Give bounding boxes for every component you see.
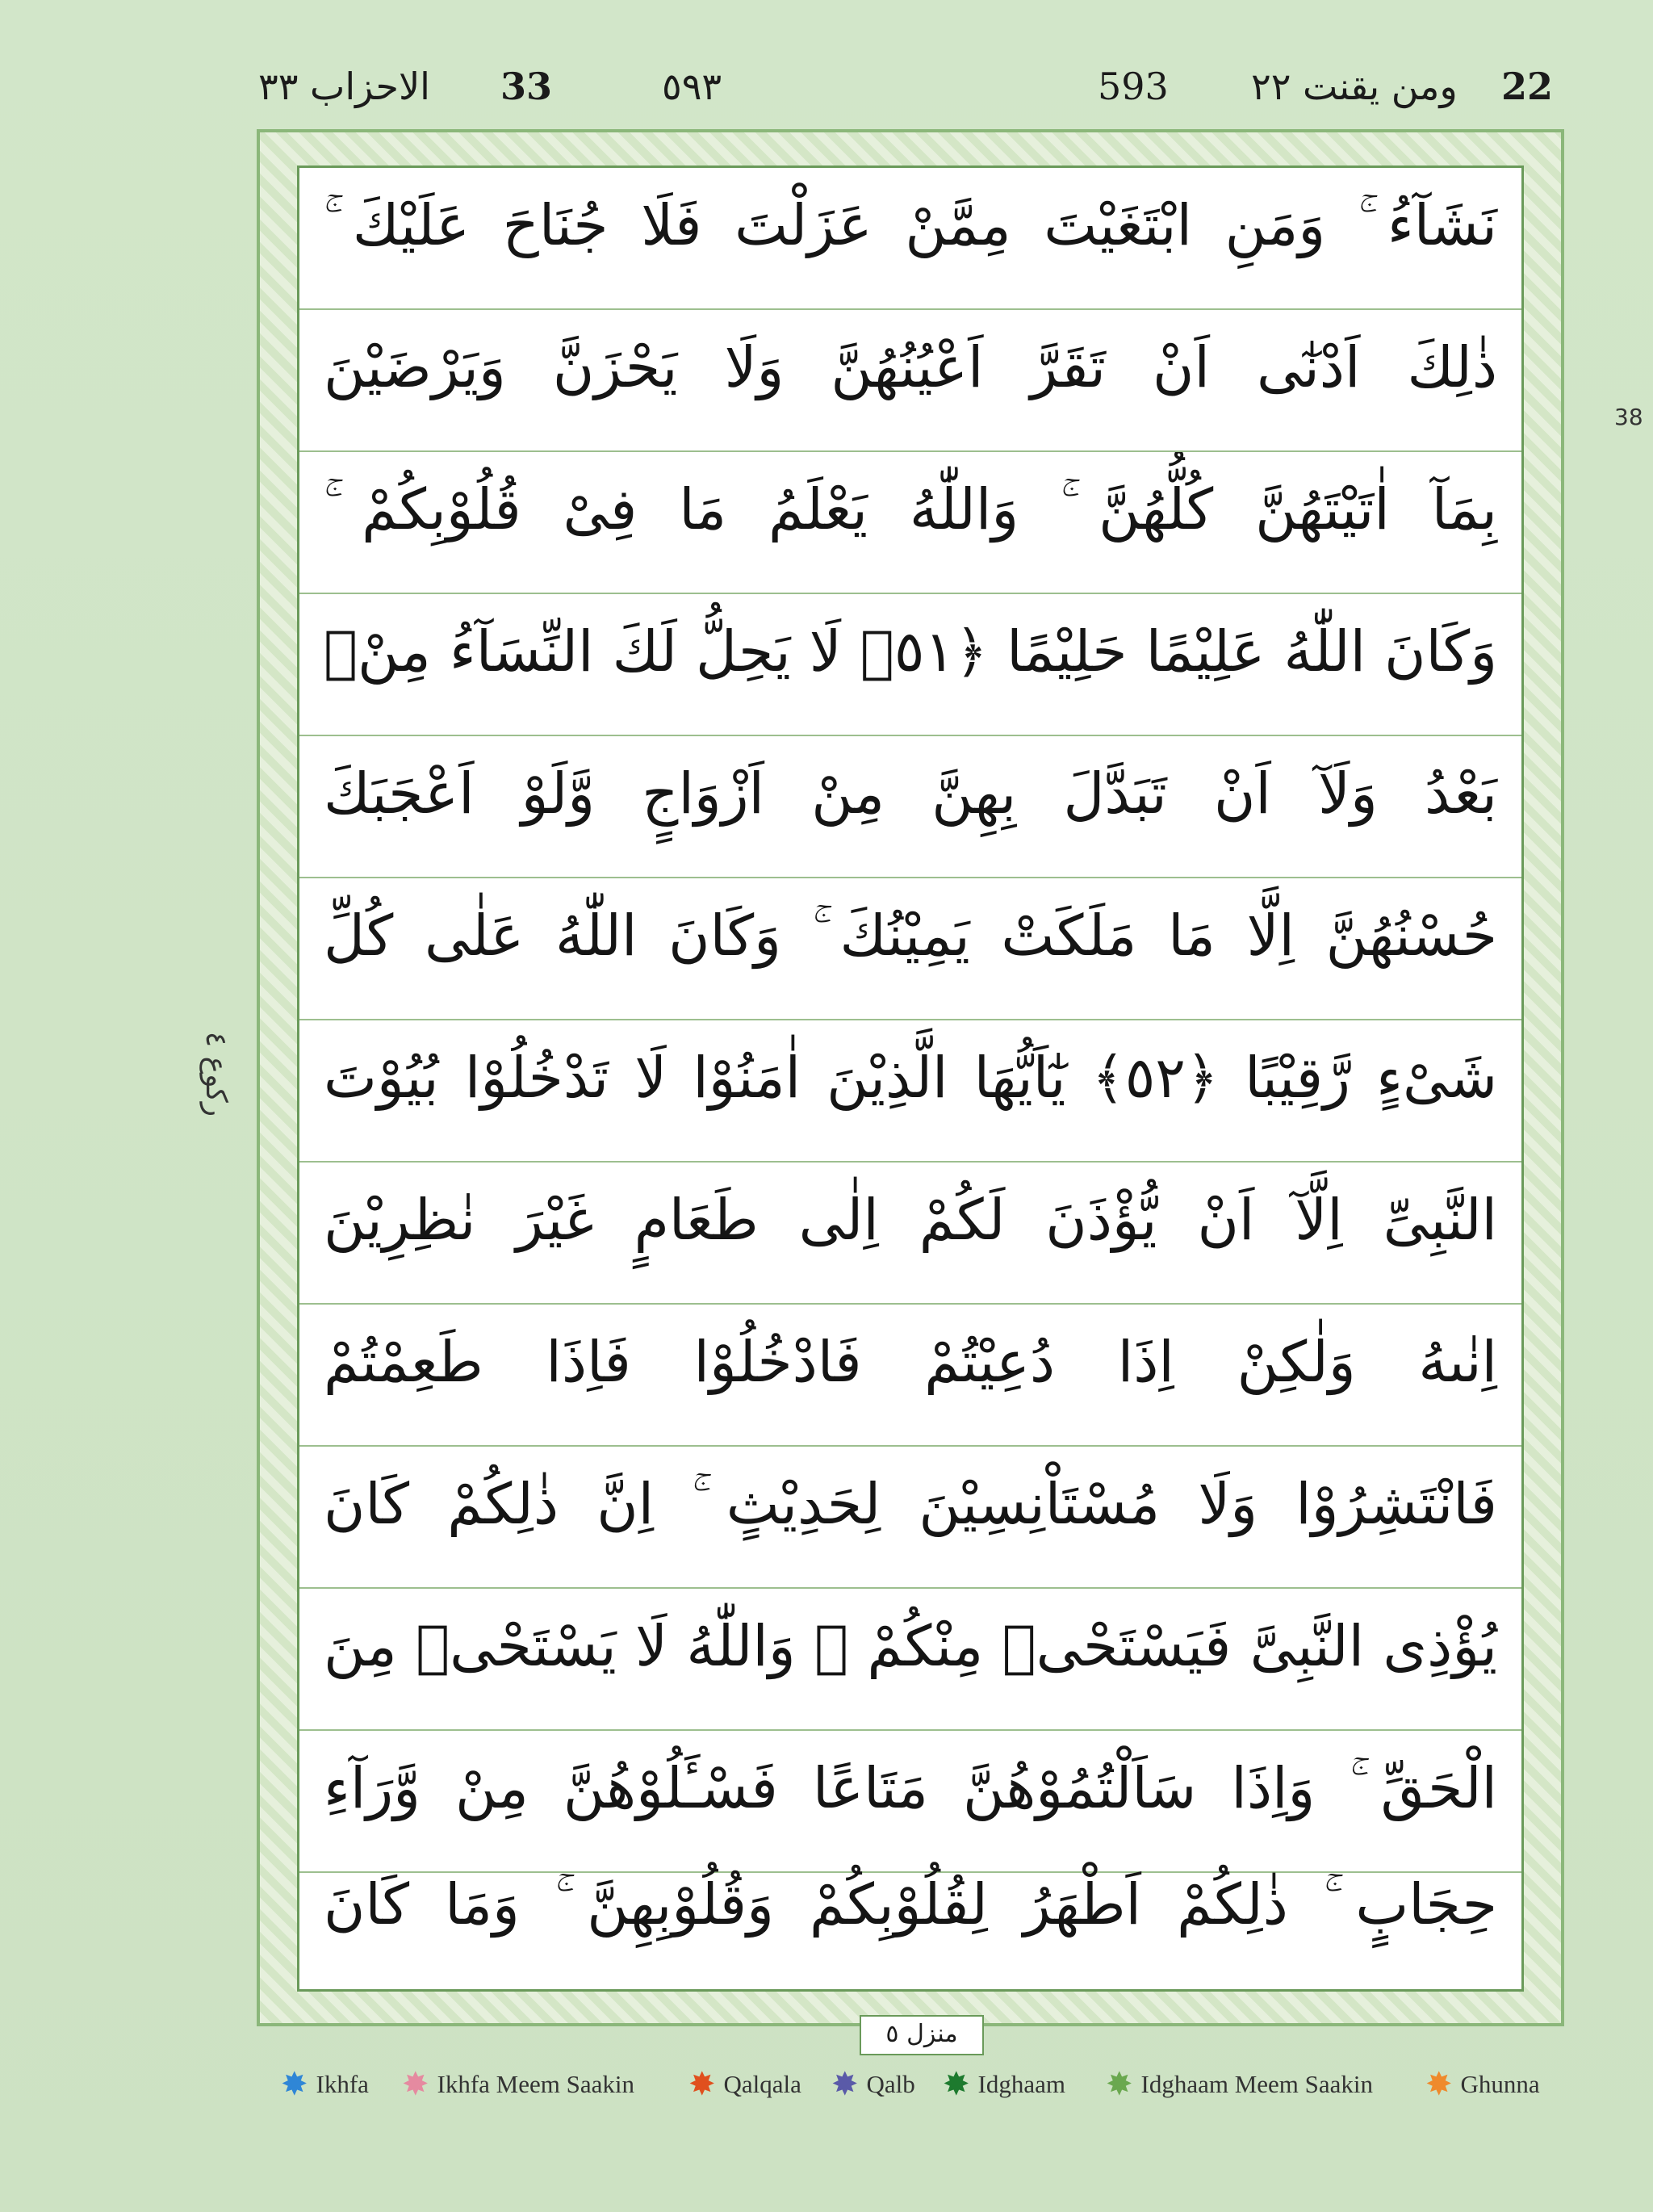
legend-item-idghaam <box>943 2068 1065 2101</box>
verse-line-11: يُؤْذِى النَّبِىَّ فَيَسْتَحْىٖ مِنْكُمْ ۚ وَاللّٰهُ لَا يَسْتَحْىٖ مِنَ <box>299 1589 1521 1731</box>
verse-line-1: نَشَآءُ ۚ وَمَنِ ابْتَغَيْتَ مِمَّنْ عَزَلْتَ فَلَا جُنَاحَ عَلَيْكَ ۚ <box>299 168 1521 310</box>
tajweed-legend <box>281 2068 1572 2109</box>
verse-line-2: ذٰلِكَ اَدْنٰٓى اَنْ تَقَرَّ اَعْيُنُهُنَّ وَلَا يَحْزَنَّ وَيَرْضَيْنَ <box>299 310 1521 452</box>
ruku-marker: ركوع ٤ <box>199 1031 233 1117</box>
star-icon: ✸ <box>943 2066 970 2102</box>
legend-label: Ikhfa <box>316 2070 369 2098</box>
legend-label: Qalb <box>866 2070 915 2098</box>
star-icon: ✸ <box>1106 2066 1133 2102</box>
verse-line-5: بَعْدُ وَلَآ اَنْ تَبَدَّلَ بِهِنَّ مِنْ اَزْوَاجٍ وَّلَوْ اَعْجَبَكَ <box>299 736 1521 878</box>
page-header <box>258 57 1566 129</box>
manzil-label: منزل ٥ <box>860 2015 984 2055</box>
legend-item-ghunna <box>1425 2068 1540 2101</box>
page-number-arabic: ٥٩٣ <box>662 65 722 108</box>
star-icon: ✸ <box>831 2066 859 2102</box>
page-number: 593 <box>1098 65 1169 108</box>
star-icon: ✸ <box>402 2066 429 2102</box>
surah-name: الاحزاب ٣٣ <box>258 65 430 108</box>
side-page-number: 38 <box>1614 404 1643 430</box>
legend-item-idghaam-meem-saakin <box>1106 2068 1373 2101</box>
verse-line-13: حِجَابٍ ۚ ذٰلِكُمْ اَطْهَرُ لِقُلُوْبِكُمْ وَقُلُوْبِهِنَّ ۚ وَمَا كَانَ <box>324 1871 1497 1938</box>
verse-line-4: وَكَانَ اللّٰهُ عَلِيْمًا حَلِيْمًا ﴿٥١﴾ لَا يَحِلُّ لَكَ النِّسَآءُ مِنْۢ <box>299 594 1521 736</box>
verse-lines <box>299 168 1521 1989</box>
legend-label: Qalqala <box>723 2070 801 2098</box>
legend-label: Ghunna <box>1460 2070 1540 2098</box>
legend-label: Idghaam <box>977 2070 1065 2098</box>
verse-line-7: شَىْءٍ رَّقِيْبًا ﴿٥٢﴾ يٰٓاَيُّهَا الَّذِيْنَ اٰمَنُوْا لَا تَدْخُلُوْا بُيُوْتَ <box>299 1020 1521 1163</box>
legend-label: Idghaam Meem Saakin <box>1140 2070 1374 2098</box>
legend-label: Ikhfa Meem Saakin <box>437 2070 634 2098</box>
legend-item-ikhfa <box>281 2068 369 2101</box>
juz-number: 22 <box>1501 65 1554 108</box>
surah-number: 33 <box>500 65 553 108</box>
text-frame <box>297 165 1524 1992</box>
verse-line-12: الْحَقِّ ۚ وَاِذَا سَاَلْتُمُوْهُنَّ مَتَاعًا فَسْـَٔلُوْهُنَّ مِنْ وَّرَآءِ <box>299 1731 1521 1873</box>
verse-line-6: حُسْنُهُنَّ اِلَّا مَا مَلَكَتْ يَمِيْنُكَ ۚ وَكَانَ اللّٰهُ عَلٰى كُلِّ <box>299 878 1521 1020</box>
star-icon: ✸ <box>1425 2066 1453 2102</box>
legend-item-ikhfa-meem-saakin <box>402 2068 634 2101</box>
star-icon: ✸ <box>281 2066 308 2102</box>
verse-line-10: فَانْتَشِرُوْا وَلَا مُسْتَاْنِسِيْنَ لِحَدِيْثٍ ۚ اِنَّ ذٰلِكُمْ كَانَ <box>299 1447 1521 1589</box>
verse-line-9: اِنٰىهُ وَلٰكِنْ اِذَا دُعِيْتُمْ فَادْخُلُوْا فَاِذَا طَعِمْتُمْ <box>299 1305 1521 1447</box>
legend-item-qalqala <box>688 2068 801 2101</box>
legend-item-qalb <box>831 2068 915 2101</box>
verse-line-3: بِمَآ اٰتَيْتَهُنَّ كُلُّهُنَّ ۚ وَاللّٰهُ يَعْلَمُ مَا فِىْ قُلُوْبِكُمْ ۚ <box>299 452 1521 594</box>
verse-line-8: النَّبِىِّ اِلَّآ اَنْ يُّؤْذَنَ لَكُمْ اِلٰى طَعَامٍ غَيْرَ نٰظِرِيْنَ <box>299 1163 1521 1305</box>
juz-name: ومن يقنت ٢٢ <box>1251 65 1458 108</box>
star-icon: ✸ <box>688 2066 716 2102</box>
